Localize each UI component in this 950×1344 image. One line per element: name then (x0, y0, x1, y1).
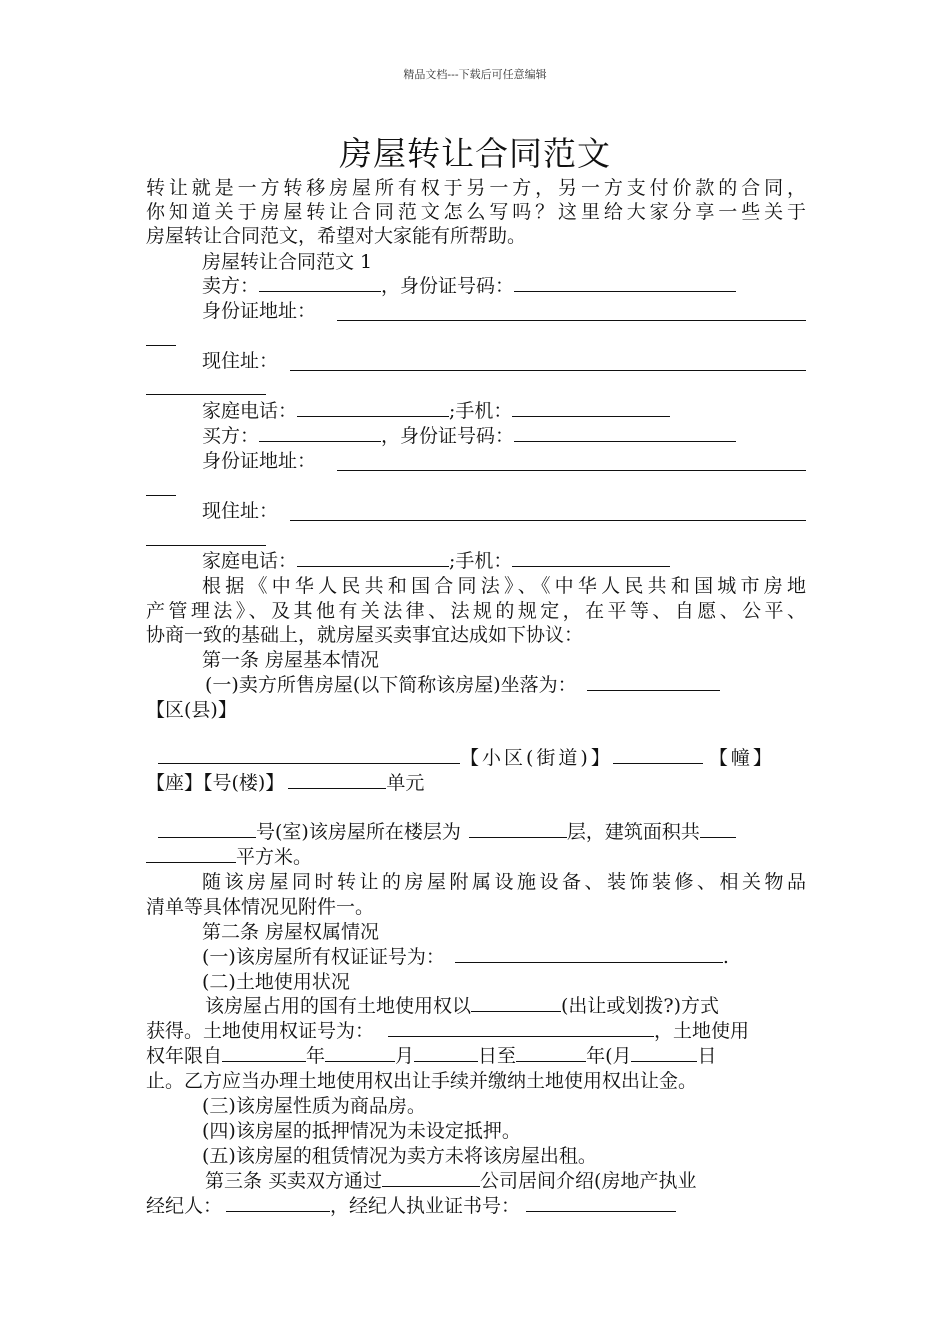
year-month-label: 年(月 (586, 1045, 632, 1067)
mortgage-line: (四)该房屋的抵押情况为未设定抵押。 (202, 1120, 521, 1142)
area-blank[interactable] (700, 823, 736, 838)
ownership-cert-line (202, 945, 806, 969)
term-to-label: 日至 (478, 1045, 517, 1067)
buyer-id-blank[interactable] (514, 427, 736, 442)
broker-cert-blank[interactable] (526, 1197, 676, 1212)
land-cert-line (146, 1019, 806, 1043)
buyer-current-address-blank[interactable] (290, 520, 806, 521)
preamble-line: 产管理法》、及其他有关法律、法规的规定，在平等、自愿、公平、 (146, 600, 806, 622)
contract-subtitle: 房屋转让合同范文 1 (202, 251, 373, 273)
month-label: 月 (395, 1045, 415, 1067)
seller-current-address-blank[interactable] (290, 370, 806, 371)
ownership-cert-blank[interactable] (455, 948, 723, 963)
land-status-heading: (二)土地使用状况 (202, 971, 350, 993)
seller-id-address-label: 身份证地址： (202, 300, 317, 322)
article1-item1-text: (一)卖方所售房屋(以下简称该房屋)坐落为： (205, 674, 577, 696)
building-label: 【幢】 (708, 747, 775, 769)
broker-name-blank[interactable] (226, 1197, 330, 1212)
seller-current-address-label: 现住址： (202, 350, 279, 372)
land-method-label: 该房屋占用的国有土地使用权以 (205, 995, 472, 1017)
article3-agency-suffix: 公司居间介绍(房地产执业 (480, 1170, 697, 1192)
property-location-blank[interactable] (587, 676, 720, 691)
page-header: 精品文档---下载后可任意编辑 (403, 68, 547, 81)
term-from-month-blank[interactable] (325, 1047, 395, 1062)
area-line (146, 845, 806, 869)
page-title: 房屋转让合同范文 (339, 134, 611, 173)
broker-cert-label: ，经纪人执业证书号： (330, 1195, 521, 1217)
sqm-label: 平方米。 (236, 846, 313, 868)
floor-label: 层，建筑面积共 (566, 821, 700, 843)
seller-id-blank[interactable] (514, 277, 736, 292)
article3-text: 第三条 买卖双方通过 (205, 1170, 383, 1192)
buyer-mobile-label: ;手机： (449, 550, 513, 572)
district-blank[interactable] (158, 749, 460, 764)
seller-phone-line (202, 399, 806, 423)
seller-name-blank[interactable] (259, 277, 381, 292)
floor-blank[interactable] (469, 823, 567, 838)
attachment-line: 清单等具体情况见附件一。 (146, 896, 375, 918)
year-label: 年 (306, 1045, 326, 1067)
buyer-phone-line (202, 549, 806, 573)
property-nature-line: (三)该房屋性质为商品房。 (202, 1095, 426, 1117)
lease-line: (五)该房屋的租赁情况为卖方未将该房屋出租。 (202, 1145, 597, 1167)
seller-label: 卖方： (202, 275, 260, 297)
room-label: 号(室)该房屋所在楼层为 (256, 821, 461, 843)
land-method-suffix: (出让或划拨?)方式 (561, 995, 720, 1017)
intro-line: 转让就是一方转移房屋所有权于另一方，另一方支付价款的合同， (146, 177, 806, 199)
seller-id-label: ，身份证号码： (381, 275, 515, 297)
buyer-current-address-label: 现住址： (202, 500, 279, 522)
broker-label: 经纪人： (146, 1195, 223, 1217)
seller-line (202, 274, 806, 298)
land-cert-label: 获得。土地使用权证号为： (146, 1020, 375, 1042)
community-label: 【小区(街道)】 (460, 747, 613, 769)
buyer-line (202, 424, 806, 448)
buyer-id-label: ，身份证号码： (381, 425, 515, 447)
seat-label: 【座】【号(楼)】 (146, 772, 285, 794)
buyer-current-address-blank-cont[interactable] (146, 545, 266, 546)
seller-mobile-blank[interactable] (512, 402, 670, 417)
room-blank[interactable] (158, 823, 256, 838)
buyer-label: 买方： (202, 425, 260, 447)
term-to-year-blank[interactable] (516, 1047, 586, 1062)
unit-blank[interactable] (288, 774, 386, 789)
land-fee-line: 止。乙方应当办理土地使用权出让手续并缴纳土地使用权出让金。 (146, 1070, 698, 1092)
area-blank-cont[interactable] (146, 848, 236, 863)
preamble-line: 根据《中华人民共和国合同法》、《中华人民共和国城市房地 (202, 575, 806, 597)
article1-heading: 第一条 房屋基本情况 (202, 649, 380, 671)
community-blank[interactable] (613, 749, 703, 764)
term-from-day-blank[interactable] (414, 1047, 478, 1062)
attachment-line: 随该房屋同时转让的房屋附属设施设备、装饰装修、相关物品 (202, 871, 806, 893)
article3-line (205, 1169, 809, 1193)
seller-id-address-blank-cont[interactable] (146, 345, 176, 346)
term-from-label: 权年限自 (146, 1045, 223, 1067)
land-line (205, 994, 809, 1018)
buyer-id-address-blank-cont[interactable] (146, 495, 176, 496)
article1-item1-line (205, 673, 809, 697)
seller-mobile-label: ;手机： (449, 400, 513, 422)
term-to-month-blank[interactable] (631, 1047, 697, 1062)
buyer-home-phone-label: 家庭电话： (202, 550, 298, 572)
buyer-mobile-blank[interactable] (512, 552, 670, 567)
unit-label: 单元 (386, 772, 425, 794)
ownership-cert-label: (一)该房屋所有权证证号为： (202, 946, 445, 968)
land-term-line (146, 1044, 806, 1068)
location-line (146, 746, 806, 770)
preamble-line: 协商一致的基础上，就房屋买卖事宜达成如下协议： (146, 624, 584, 646)
day-label: 日 (697, 1045, 717, 1067)
buyer-home-phone-blank[interactable] (297, 552, 449, 567)
buyer-id-address-label: 身份证地址： (202, 450, 317, 472)
buyer-name-blank[interactable] (259, 427, 381, 442)
article2-heading: 第二条 房屋权属情况 (202, 921, 380, 943)
land-cert-blank[interactable] (388, 1022, 654, 1037)
seller-current-address-blank-cont[interactable] (146, 394, 266, 395)
term-from-year-blank[interactable] (222, 1047, 306, 1062)
room-line (146, 820, 806, 844)
district-label: 【区(县)】 (146, 699, 237, 721)
intro-line: 你知道关于房屋转让合同范文怎么写吗？这里给大家分享一些关于 (146, 201, 806, 223)
land-cert-suffix: ，土地使用 (654, 1020, 750, 1042)
agency-blank[interactable] (382, 1172, 480, 1187)
seat-line (146, 771, 806, 795)
broker-line (146, 1194, 806, 1218)
land-method-blank[interactable] (471, 997, 561, 1012)
seller-id-address-blank[interactable] (337, 320, 806, 321)
buyer-id-address-blank[interactable] (337, 470, 806, 471)
seller-home-phone-blank[interactable] (297, 402, 449, 417)
seller-home-phone-label: 家庭电话： (202, 400, 298, 422)
intro-line: 房屋转让合同范文，希望对大家能有所帮助。 (146, 225, 527, 247)
ownership-cert-period: . (722, 946, 729, 968)
